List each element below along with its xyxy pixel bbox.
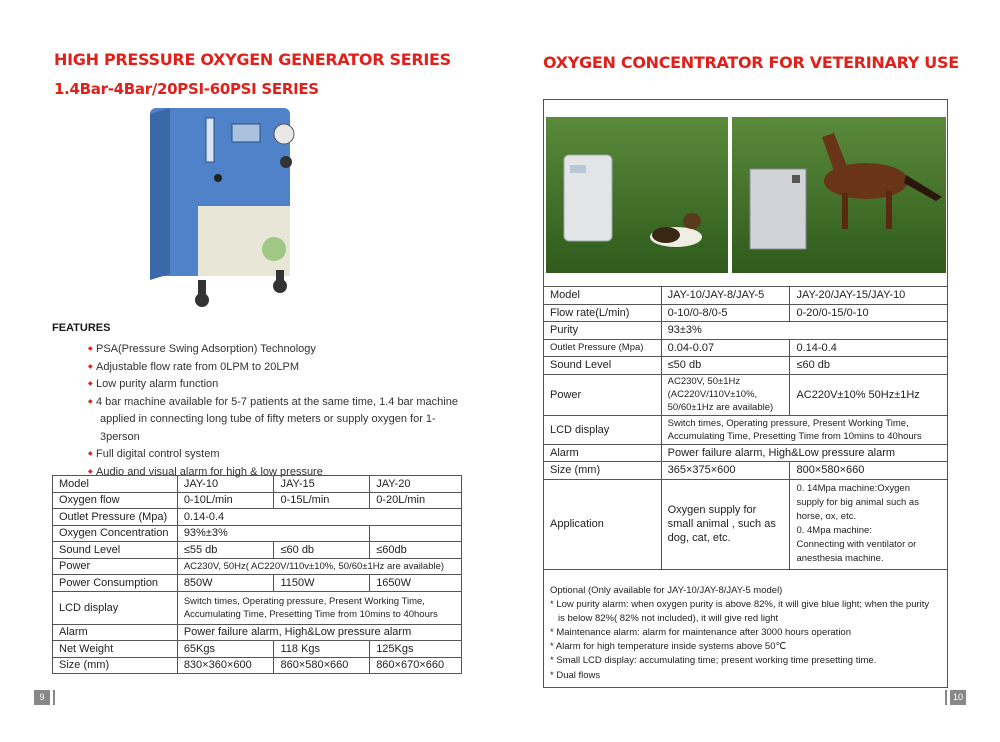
table-cell: Model <box>544 287 662 305</box>
page-number: 10 <box>950 690 966 705</box>
table-cell <box>661 374 790 415</box>
table-row <box>53 509 462 526</box>
right-page-title: OXYGEN CONCENTRATOR FOR VETERINARY USE <box>543 53 959 72</box>
table-cell: Purity <box>544 322 662 340</box>
table-cell: Outlet Pressure (Mpa) <box>53 509 178 526</box>
table-cell: 860×580×660 <box>274 657 370 674</box>
table-cell: JAY-10/JAY-8/JAY-5 <box>661 287 790 305</box>
optional-line: * Maintenance alarm: alarm for maintenance after 3000 hours operation <box>550 627 852 639</box>
table-cell: 0-10L/min <box>177 492 274 509</box>
table-cell: Flow rate(L/min) <box>544 304 662 322</box>
table-row <box>53 558 462 575</box>
table-cell: Power Consumption <box>53 575 178 592</box>
table-cell: 125Kgs <box>370 641 462 658</box>
table-cell: ≤50 db <box>661 357 790 375</box>
table-cell: Oxygen flow <box>53 492 178 509</box>
table-cell: Size (mm) <box>544 462 662 480</box>
table-row <box>53 542 462 559</box>
feature-item: ◆ Adjustable flow rate from 0LPM to 20LPM <box>88 359 468 377</box>
table-row <box>53 476 462 493</box>
table-cell: Model <box>53 476 178 493</box>
table-cell: Net Weight <box>53 641 178 658</box>
table-cell: 0.04-0.07 <box>661 339 790 357</box>
application-line: small animal , such as <box>667 518 776 530</box>
table-cell: 0.14-0.4 <box>177 509 461 526</box>
table-cell <box>790 479 948 569</box>
table-row <box>53 641 462 658</box>
oxygen-generator-image <box>140 104 330 309</box>
table-cell: AC230V, 50Hz( AC220V/110v±10%, 50/60±1Hz are available) <box>177 558 461 575</box>
table-cell: JAY-15 <box>274 476 370 493</box>
table-row <box>544 415 948 444</box>
table-cell: 93%±3% <box>177 525 369 542</box>
table-cell: Alarm <box>53 624 178 641</box>
table-row <box>53 575 462 592</box>
table-cell: ≤55 db <box>177 542 274 559</box>
table-row <box>53 624 462 641</box>
table-cell <box>370 525 462 542</box>
table-cell: Sound Level <box>53 542 178 559</box>
table-cell: 118 Kgs <box>274 641 370 658</box>
table-cell <box>661 479 790 569</box>
table-row <box>544 339 948 357</box>
table-cell: Outlet Pressure (Mpa) <box>544 339 662 357</box>
table-cell: Power <box>53 558 178 575</box>
table-cell: Power <box>544 374 662 415</box>
table-cell: 800×580×660 <box>790 462 948 480</box>
table-cell: 0-10/0-8/0-5 <box>661 304 790 322</box>
left-page-subtitle: 1.4Bar-4Bar/20PSI-60PSI SERIES <box>54 80 319 98</box>
lcd-line: Accumulating Time, Presetting Time from 10mins to 40hours <box>667 430 922 442</box>
table-cell: 0.14-0.4 <box>790 339 948 357</box>
table-cell: 93±3% <box>661 322 947 340</box>
application-line: Oxygen supply for <box>667 504 757 516</box>
table-cell: Application <box>544 479 662 569</box>
feature-item: ◆ Low purity alarm function <box>88 376 468 394</box>
lcd-line: Accumulating Time, Presetting Time from 10mins to 40hours <box>183 608 438 620</box>
optional-line: * Small LCD display: accumulating time; present working time presetting time. <box>550 655 877 667</box>
table-cell: 830×360×600 <box>177 657 274 674</box>
table-cell: Alarm <box>544 444 662 462</box>
optional-line: is below 82%( 82% not included), it will give red light <box>558 613 779 625</box>
table-row <box>544 322 948 340</box>
table-cell: Power failure alarm, High&Low pressure alarm <box>661 444 947 462</box>
table-row <box>53 657 462 674</box>
table-row <box>544 479 948 569</box>
table-cell: 860×670×660 <box>370 657 462 674</box>
optional-line: * Dual flows <box>550 669 601 681</box>
table-cell: 1650W <box>370 575 462 592</box>
lcd-line: Switch times, Operating pressure, Present Working Time, <box>183 595 425 607</box>
application-line: Connecting with ventilator or <box>796 539 917 550</box>
power-line: (AC220V/110V±10%, <box>667 389 758 400</box>
table-cell: 0-20L/min <box>370 492 462 509</box>
features-list <box>88 341 468 481</box>
application-line: 0. 14Mpa machine:Oxygen <box>796 483 910 494</box>
table-row <box>544 304 948 322</box>
table-cell: ≤60db <box>370 542 462 559</box>
features-heading: FEATURES <box>52 322 111 334</box>
table-cell: LCD display <box>544 415 662 444</box>
table-row <box>544 374 948 415</box>
left-page-title: HIGH PRESSURE OXYGEN GENERATOR SERIES <box>54 50 451 69</box>
table-cell: JAY-20 <box>370 476 462 493</box>
feature-item: ◆ 4 bar machine available for 5-7 patients at the same time, 1.4 bar machine <box>88 394 468 412</box>
table-cell: 850W <box>177 575 274 592</box>
veterinary-photos <box>546 117 946 273</box>
power-line: AC230V, 50±1Hz <box>667 376 741 387</box>
table-cell: LCD display <box>53 591 178 624</box>
table-cell: ≤60 db <box>790 357 948 375</box>
application-line: anesthesia machine. <box>796 553 884 564</box>
table-cell: 365×375×600 <box>661 462 790 480</box>
left-spec-table <box>52 475 462 674</box>
table-cell: Power failure alarm, High&Low pressure alarm <box>177 624 461 641</box>
page-number: 9 <box>34 690 50 705</box>
feature-item: ◆ Full digital control system <box>88 446 468 464</box>
optional-line: * Alarm for high temperature inside systems above 50℃ <box>550 641 787 653</box>
table-row <box>53 492 462 509</box>
table-row <box>544 462 948 480</box>
right-spec-table <box>543 286 948 570</box>
feature-item-continued: applied in connecting long tube of fifty meters or supply oxygen for 1-3person <box>100 413 436 443</box>
optional-line: * Low purity alarm: when oxygen purity is above 82%, it will give blue light; when the purity <box>550 599 930 611</box>
table-row <box>53 525 462 542</box>
application-line: supply for big animal such as <box>796 497 919 508</box>
application-line: 0. 4Mpa machine: <box>796 525 872 536</box>
table-cell <box>661 415 947 444</box>
feature-item: ◆ PSA(Pressure Swing Adsorption) Technology <box>88 341 468 359</box>
optional-line: Optional (Only available for JAY-10/JAY-8/JAY-5 model) <box>550 585 783 596</box>
table-row <box>544 287 948 305</box>
table-row <box>544 357 948 375</box>
table-cell: 0-15L/min <box>274 492 370 509</box>
table-cell: 0-20/0-15/0-10 <box>790 304 948 322</box>
lcd-line: Switch times, Operating pressure, Present Working Time, <box>667 417 909 429</box>
table-cell: ≤60 db <box>274 542 370 559</box>
table-cell: JAY-20/JAY-15/JAY-10 <box>790 287 948 305</box>
table-cell: JAY-10 <box>177 476 274 493</box>
power-line: 50/60±1Hz are available) <box>667 402 774 413</box>
application-line: dog, cat, etc. <box>667 532 731 544</box>
table-cell: 1150W <box>274 575 370 592</box>
table-row <box>544 444 948 462</box>
table-cell: AC220V±10% 50Hz±1Hz <box>790 374 948 415</box>
application-line: horse, ox, etc. <box>796 511 857 522</box>
table-row <box>53 591 462 624</box>
table-cell: Size (mm) <box>53 657 178 674</box>
feature-item: ◆ Audio and visual alarm for high & low pressure <box>88 464 468 482</box>
table-cell: Oxygen Concentration <box>53 525 178 542</box>
table-cell <box>177 591 461 624</box>
optional-notes <box>550 584 945 683</box>
table-cell: Sound Level <box>544 357 662 375</box>
table-cell: 65Kgs <box>177 641 274 658</box>
